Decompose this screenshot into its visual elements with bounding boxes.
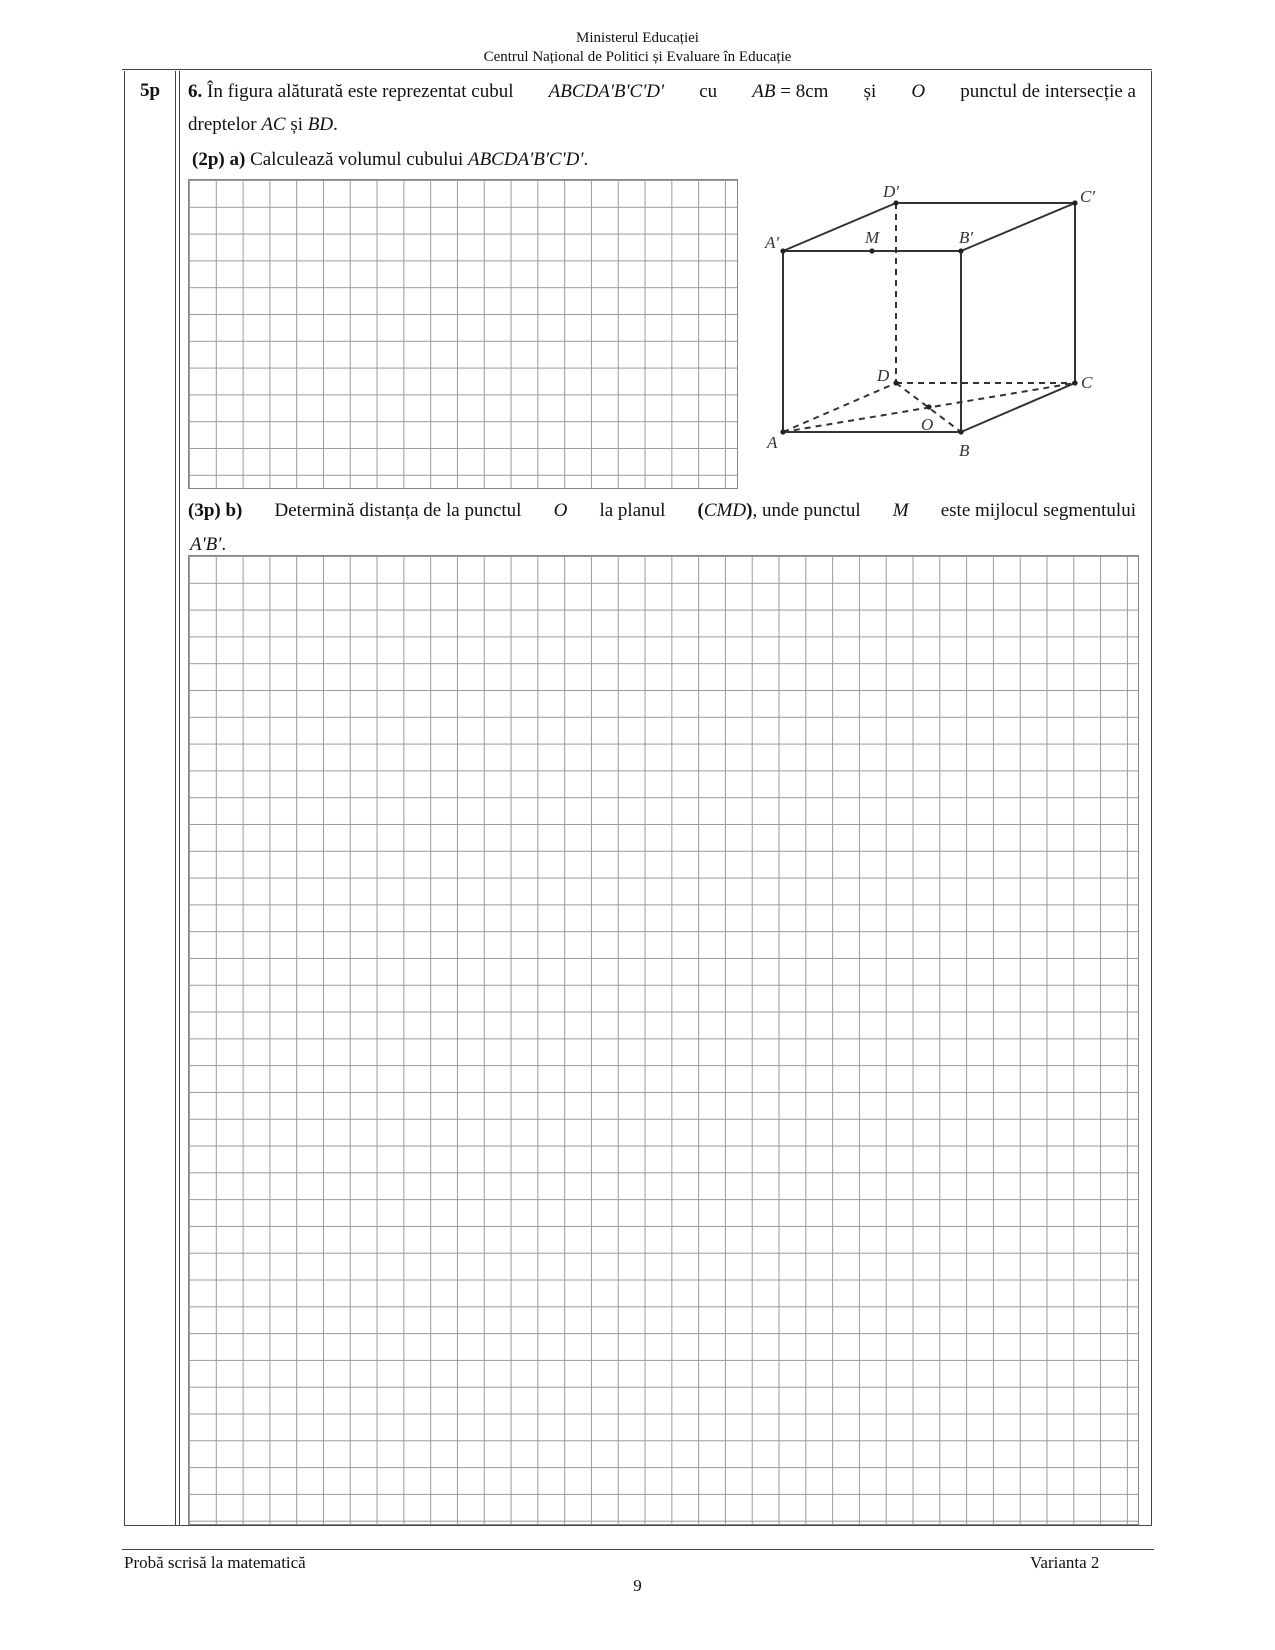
label-d1: D′: [883, 185, 899, 201]
header-ministry: Ministerul Educației: [576, 30, 699, 46]
vertex-b1: [958, 248, 963, 253]
vertex-c1: [1072, 200, 1077, 205]
label-c: C: [1081, 373, 1093, 392]
vertex-a: [780, 429, 785, 434]
edge-b1c1: [961, 203, 1075, 251]
table-top-border: [122, 69, 1152, 70]
column-divider-inner: [179, 71, 180, 1526]
label-m: M: [865, 228, 880, 247]
points-score: 5p: [139, 80, 161, 101]
vertex-c: [1072, 380, 1077, 385]
problem-statement-line1: 6. În figura alăturată este reprezentat cubul ABCDA'B'C'D' cu AB = 8cm și O punctul de intersecție a: [188, 76, 1136, 108]
cube-name-a: ABCDA'B'C'D': [467, 149, 584, 170]
vertex-d1: [893, 200, 898, 205]
point-o-b: O: [553, 500, 568, 521]
edge-bc: [961, 383, 1075, 432]
cube-figure: [755, 185, 1135, 485]
answer-grid-a[interactable]: [188, 179, 738, 489]
header-center: Centrul Național de Politici și Evaluare în Educație: [483, 49, 792, 65]
page-number: 9: [633, 1576, 642, 1595]
line-bd: BD: [307, 114, 334, 135]
vertex-d: [893, 380, 898, 385]
ab-equation: AB = 8cm: [752, 81, 829, 102]
point-m: [869, 248, 874, 253]
answer-grid-b[interactable]: [188, 555, 1139, 1525]
plane-cmd: (CMD), unde punctul: [697, 500, 861, 521]
line-ac: AC: [261, 114, 286, 135]
problem-number: 6.: [188, 81, 203, 102]
part-b-points: (3p) b): [188, 500, 243, 521]
part-a-points: (2p) a): [192, 149, 246, 170]
cube-name: ABCDA'B'C'D': [548, 81, 665, 102]
column-divider: [175, 71, 176, 1526]
label-a1: A′: [765, 233, 780, 252]
label-a: A: [767, 433, 778, 452]
vertex-b: [958, 429, 963, 434]
point-m-b: M: [892, 500, 909, 521]
label-c1: C′: [1080, 187, 1096, 206]
vertex-a1: [780, 248, 785, 253]
point-o: O: [911, 81, 926, 102]
label-b1: B′: [959, 228, 974, 247]
segment-a1b1: A'B': [190, 534, 222, 555]
problem-intro: 6. În figura alăturată este reprezentat cubul: [188, 81, 514, 102]
part-b-text-line2: A'B'.: [190, 534, 227, 555]
point-o-dot: [926, 404, 931, 409]
problem-statement-line2: dreptelor AC și BD.: [188, 114, 338, 135]
label-o: O: [921, 415, 934, 434]
footer-exam-title: Probă scrisă la matematică: [124, 1553, 306, 1572]
edge-ad-hidden: [783, 383, 896, 432]
part-a-text: (2p) a) Calculează volumul cubului ABCDA'B'C'D'.: [192, 149, 589, 170]
label-d: D: [877, 366, 890, 385]
label-b: B: [959, 441, 970, 460]
part-b-text-line1: (3p) b) Determină distanța de la punctul O la planul (CMD), unde punctul M este mijlocul segmentului: [188, 495, 1136, 527]
footer-variant: Varianta 2: [1030, 1553, 1100, 1572]
footer-rule: [122, 1549, 1154, 1550]
